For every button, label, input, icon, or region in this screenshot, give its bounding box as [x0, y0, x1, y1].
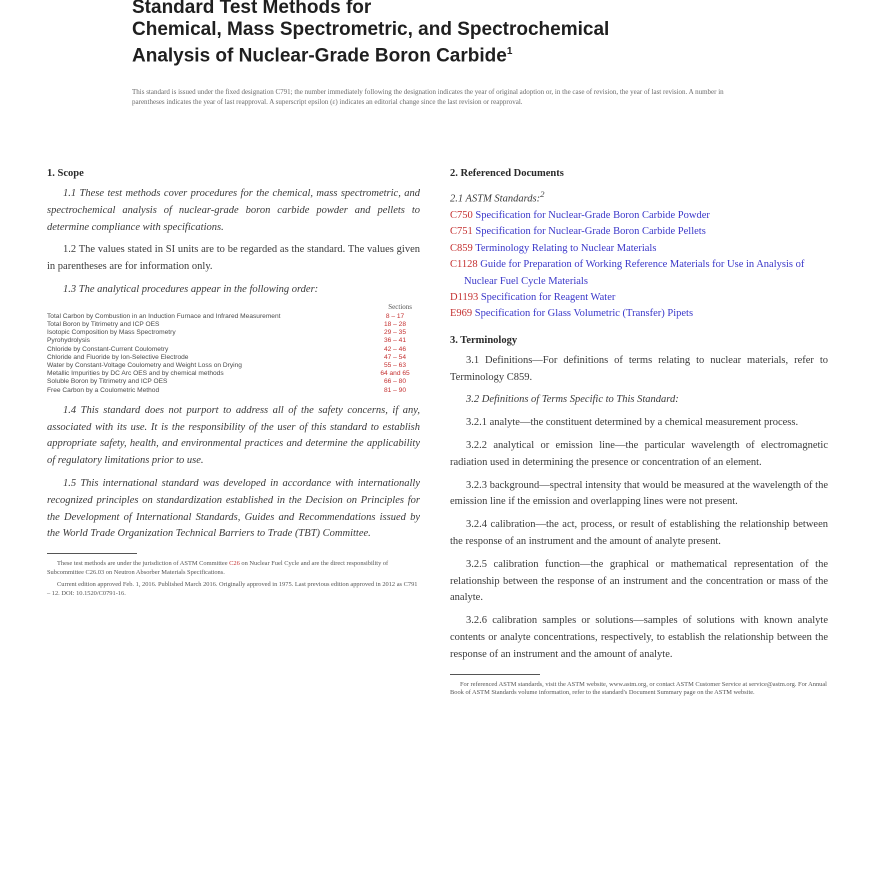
procedure-sections[interactable]: 47 – 54: [384, 353, 406, 361]
reference-item[interactable]: [450, 208, 828, 224]
procedure-name: Soluble Boron by Titrimetry and ICP OES: [47, 378, 168, 386]
reference-title[interactable]: Specification for Nuclear-Grade Boron Carbide Powder: [475, 209, 710, 221]
procedure-name: Total Carbon by Combustion in an Induction Furnace and Infrared Measurement: [47, 312, 281, 320]
reference-title[interactable]: Guide for Preparation of Working Reference Materials for Use in Analysis of Nuclear Fuel Cycle Materials: [464, 259, 805, 287]
astm-standards-label: 2.1 ASTM Standards:: [450, 193, 541, 205]
table-row: [47, 346, 420, 354]
procedure-name: Free Carbon by a Coulometric Method: [47, 386, 160, 394]
procedure-sections[interactable]: 81 – 90: [384, 386, 406, 394]
document-title: [132, 0, 772, 67]
terminology-3-2-6: 3.2.6 calibration samples or solutions—samples of solutions with known analyte contents or analyte concentrations, respectively, to establish the relationship between the response of an instrument and the amount of analyte.: [450, 615, 828, 660]
reference-code[interactable]: E969: [450, 308, 473, 320]
reference-code[interactable]: C750: [450, 209, 473, 221]
terminology-3-2-3: 3.2.3 background—spectral intensity that would be measured at the wavelength of the emission line if the emission and overlapping lines were not present.: [450, 479, 828, 508]
footnote-1-pre: These test methods are under the jurisdiction of ASTM Committee: [57, 560, 230, 568]
footnote-1-committee-link[interactable]: C26: [229, 560, 240, 568]
reference-title[interactable]: Specification for Nuclear-Grade Boron Carbide Pellets: [475, 226, 706, 238]
scope-1-5: 1.5 This international standard was developed in accordance with internationally recognized principles on standardization established in the Decision on Principles for the Development of International Standards, Guides and Recommendations issued by the World Trade Organization Technical Barriers to Trade (TBT) Committee.: [47, 478, 420, 540]
designation-note: This standard is issued under the fixed designation C791; the number immediately following the designation indicates the year of original adoption or, in the case of revision, the year of last revision. A number in parentheses indicates the year of last reapproval. A superscript epsilon (ε) indicates an editorial change since the last revision or reapproval.: [132, 88, 724, 106]
procedure-sections[interactable]: 66 – 80: [384, 378, 406, 386]
footnote-1-post: on Nuclear Fuel Cycle and are the direct responsibility of Subcommittee C26.03 on Neutron Absorber Materials Specifications.: [47, 560, 389, 576]
procedure-name: Total Boron by Titrimetry and ICP OES: [47, 320, 160, 328]
terminology-3-2-4: 3.2.4 calibration—the act, process, or result of establishing the relationship between the response of an instrument and the amount of analyte present.: [450, 519, 828, 547]
table-row: [47, 370, 420, 378]
terminology-3-2-5: 3.2.5 calibration function—the graphical or mathematical representation of the relationship between the response of an instrument and the concentration or mass of the analyte.: [450, 558, 828, 604]
terminology-3-1: 3.1 Definitions—For definitions of terms relating to nuclear materials, refer to Terminology C859.: [450, 354, 828, 383]
table-row: [47, 313, 420, 321]
procedures-table: [47, 313, 420, 395]
procedure-name: Water by Constant-Voltage Coulometry and Weight Loss on Drying: [47, 362, 242, 369]
procedure-sections[interactable]: 42 – 46: [384, 345, 406, 353]
reference-item[interactable]: [450, 224, 828, 240]
reference-code[interactable]: C859: [450, 242, 473, 254]
terminology-heading: 3. Terminology: [450, 334, 518, 346]
procedure-sections[interactable]: 64 and 65: [380, 370, 410, 378]
procedure-name: Isotopic Composition by Mass Spectrometry: [47, 329, 176, 337]
title-line-1: Standard Test Methods for: [132, 0, 372, 18]
scope-1-2: 1.2 The values stated in SI units are to be regarded as the standard. The values given in parentheses are for information only.: [47, 244, 420, 273]
footnote-1: [47, 560, 420, 577]
procedure-name: Pyrohydrolysis: [47, 337, 90, 345]
reference-code[interactable]: C751: [450, 226, 473, 238]
reference-item[interactable]: [450, 241, 828, 257]
table-row: [47, 321, 420, 329]
scope-heading: 1. Scope: [47, 168, 84, 179]
title-line-2: Chemical, Mass Spectrometric, and Spectrochemical: [132, 19, 610, 40]
reference-title[interactable]: Specification for Reagent Water: [480, 291, 616, 303]
astm-standards-sup: 2: [540, 189, 545, 199]
scope-1-3: 1.3 The analytical procedures appear in the following order:: [63, 283, 319, 295]
table-row: [47, 387, 420, 395]
footnote-2: Current edition approved Feb. 1, 2016. Published March 2016. Originally approved in 1975. Last previous edition approved in 2012 as C791 – 12. DOI: 10.1520/C0791-16.: [47, 581, 418, 597]
left-column: [47, 168, 420, 603]
astm-standards-intro: [450, 186, 828, 208]
referenced-documents-heading: 2. Referenced Documents: [450, 168, 564, 179]
scope-1-4: 1.4 This standard does not purport to address all of the safety concerns, if any, associated with its use. It is the responsibility of the user of this standard to establish appropriate safety, health, and environmental practices and determine the applicability of regulatory limitations prior to use.: [47, 404, 420, 467]
reference-code[interactable]: D1193: [450, 291, 479, 303]
terminology-3-2-2: 3.2.2 analytical or emission line—the particular wavelength of electromagnetic radiation used in determining the presence or concentration of an element.: [450, 439, 828, 468]
table-row: [47, 337, 420, 345]
right-column: [450, 168, 828, 702]
procedure-sections[interactable]: 18 – 28: [384, 320, 406, 328]
terminology-3-2-1: 3.2.1 analyte—the constituent determined by a chemical measurement process.: [466, 417, 799, 429]
footnote-rule: [450, 674, 540, 675]
scope-1-1: 1.1 These test methods cover procedures for the chemical, mass spectrometric, and spectrochemical analysis of nuclear-grade boron carbide powder and pellets to determine compliance with specifications.: [47, 188, 420, 233]
footnote-rule: [47, 553, 137, 554]
table-row: [47, 362, 420, 370]
title-line-3-text: Analysis of Nuclear-Grade Boron Carbide: [132, 45, 507, 67]
reference-item[interactable]: [450, 306, 828, 322]
procedure-sections[interactable]: 55 – 63: [384, 362, 406, 369]
procedure-sections[interactable]: 29 – 35: [384, 329, 406, 337]
reference-item[interactable]: [450, 290, 828, 306]
procedure-name: Metallic Impurities by DC Arc OES and by chemical methods: [47, 370, 224, 378]
procedure-sections[interactable]: 8 – 17: [385, 312, 405, 320]
table-row: [47, 329, 420, 337]
title-line-3: [132, 41, 772, 67]
reference-code[interactable]: C1128: [450, 259, 478, 271]
reference-item[interactable]: [450, 257, 828, 290]
footnote-3: For referenced ASTM standards, visit the ASTM website, www.astm.org, or contact ASTM Customer Service at service@astm.org. For Annual Book of ASTM Standards volume information, refer to the standard's Document Summary page on the ASTM website.: [450, 680, 827, 697]
table-row: [47, 378, 420, 386]
reference-title[interactable]: Specification for Glass Volumetric (Transfer) Pipets: [474, 308, 694, 320]
procedure-name: Chloride and Fluoride by Ion-Selective Electrode: [47, 353, 189, 361]
sections-header: Sections: [388, 302, 412, 311]
procedure-name: Chloride by Constant-Current Coulometry: [47, 345, 169, 353]
procedure-sections[interactable]: 36 – 41: [384, 337, 406, 345]
terminology-3-2: 3.2 Definitions of Terms Specific to This Standard:: [466, 394, 679, 406]
table-row: [47, 354, 420, 362]
reference-title[interactable]: Terminology Relating to Nuclear Materials: [475, 242, 657, 254]
title-footnote-mark: 1: [506, 46, 513, 57]
